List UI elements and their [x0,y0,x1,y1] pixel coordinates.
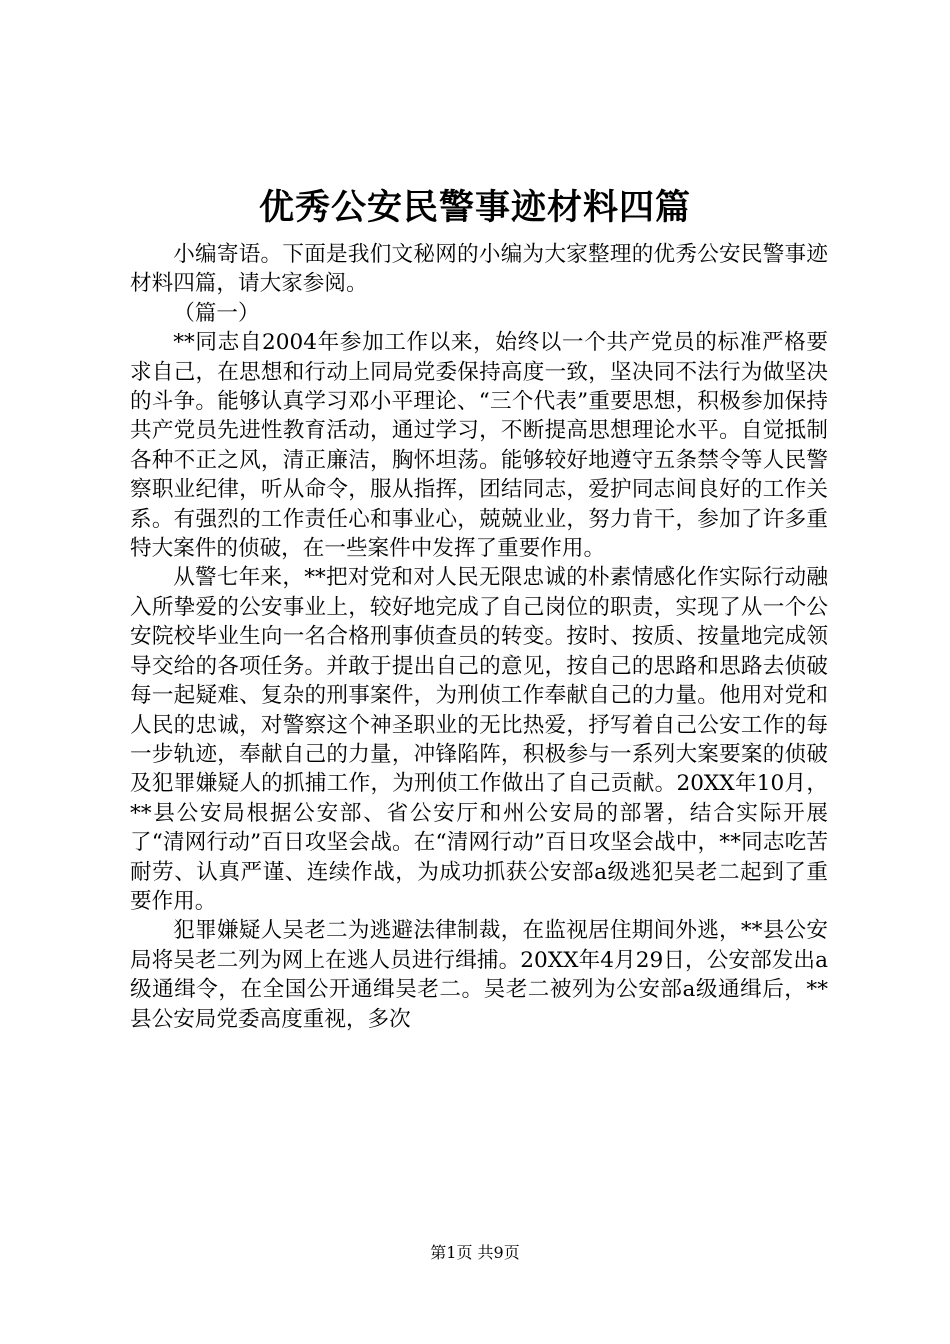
paragraph: **同志自2004年参加工作以来，始终以一个共产党员的标准严格要求自己，在思想和行动上同局党委保持高度一致，坚决同不法行为做坚决的斗争。能够认真学习邓小平理论、“三个代表”重要思想，积极参加保持共产党员先进性教育活动，通过学习，不断提高思想理论水平。自觉抵制各种不正之风，清正廉洁，胸怀坦荡。能够较好地遵守五条禁令等人民警察职业纪律，听从命令，服从指挥，团结同志，爱护同志间良好的工作关系。有强烈的工作责任心和事业心，兢兢业业，努力肯干，参加了许多重特大案件的侦破，在一些案件中发挥了重要作用。 [130,330,828,562]
paragraph-intro: 小编寄语。下面是我们文秘网的小编为大家整理的优秀公安民警事迹材料四篇，请大家参阅。 [130,242,828,297]
page-footer: 第1页 共9页 [430,1243,520,1262]
paragraph: 犯罪嫌疑人吴老二为逃避法律制裁，在监视居住期间外逃，**县公安局将吴老二列为网上在逃人员进行缉捕。20XX年4月29日，公安部发出a级通缉令，在全国公开通缉吴老二。吴老二被列为公安部a级通缉后，**县公安局党委高度重视，多次 [130,918,828,1032]
paragraph: 从警七年来，**把对党和对人民无限忠诚的朴素情感化作实际行动融入所挚爱的公安事业上，较好地完成了自己岗位的职责，实现了从一个公安院校毕业生向一名合格刑事侦查员的转变。按时、按质、按量地完成领导交给的各项任务。并敢于提出自己的意见，按自己的思路和思路去侦破每一起疑难、复杂的刑事案件，为刑侦工作奉献自己的力量。他用对党和人民的忠诚，对警察这个神圣职业的无比热爱，抒写着自己公安工作的每一步轨迹，奉献自己的力量，冲锋陷阵，积极参与一系列大案要案的侦破及犯罪嫌疑人的抓捕工作，为刑侦工作做出了自己贡献。20XX年10月，**县公安局根据公安部、省公安厅和州公安局的部署，结合实际开展了“清网行动”百日攻坚会战。在“清网行动”百日攻坚会战中，**同志吃苦耐劳、认真严谨、连续作战，为成功抓获公安部a级逃犯吴老二起到了重要作用。 [130,565,828,914]
document-body [130,240,828,1034]
section-heading: （篇一） [173,300,260,326]
page-title: 优秀公安民警事迹材料四篇 [258,187,691,228]
